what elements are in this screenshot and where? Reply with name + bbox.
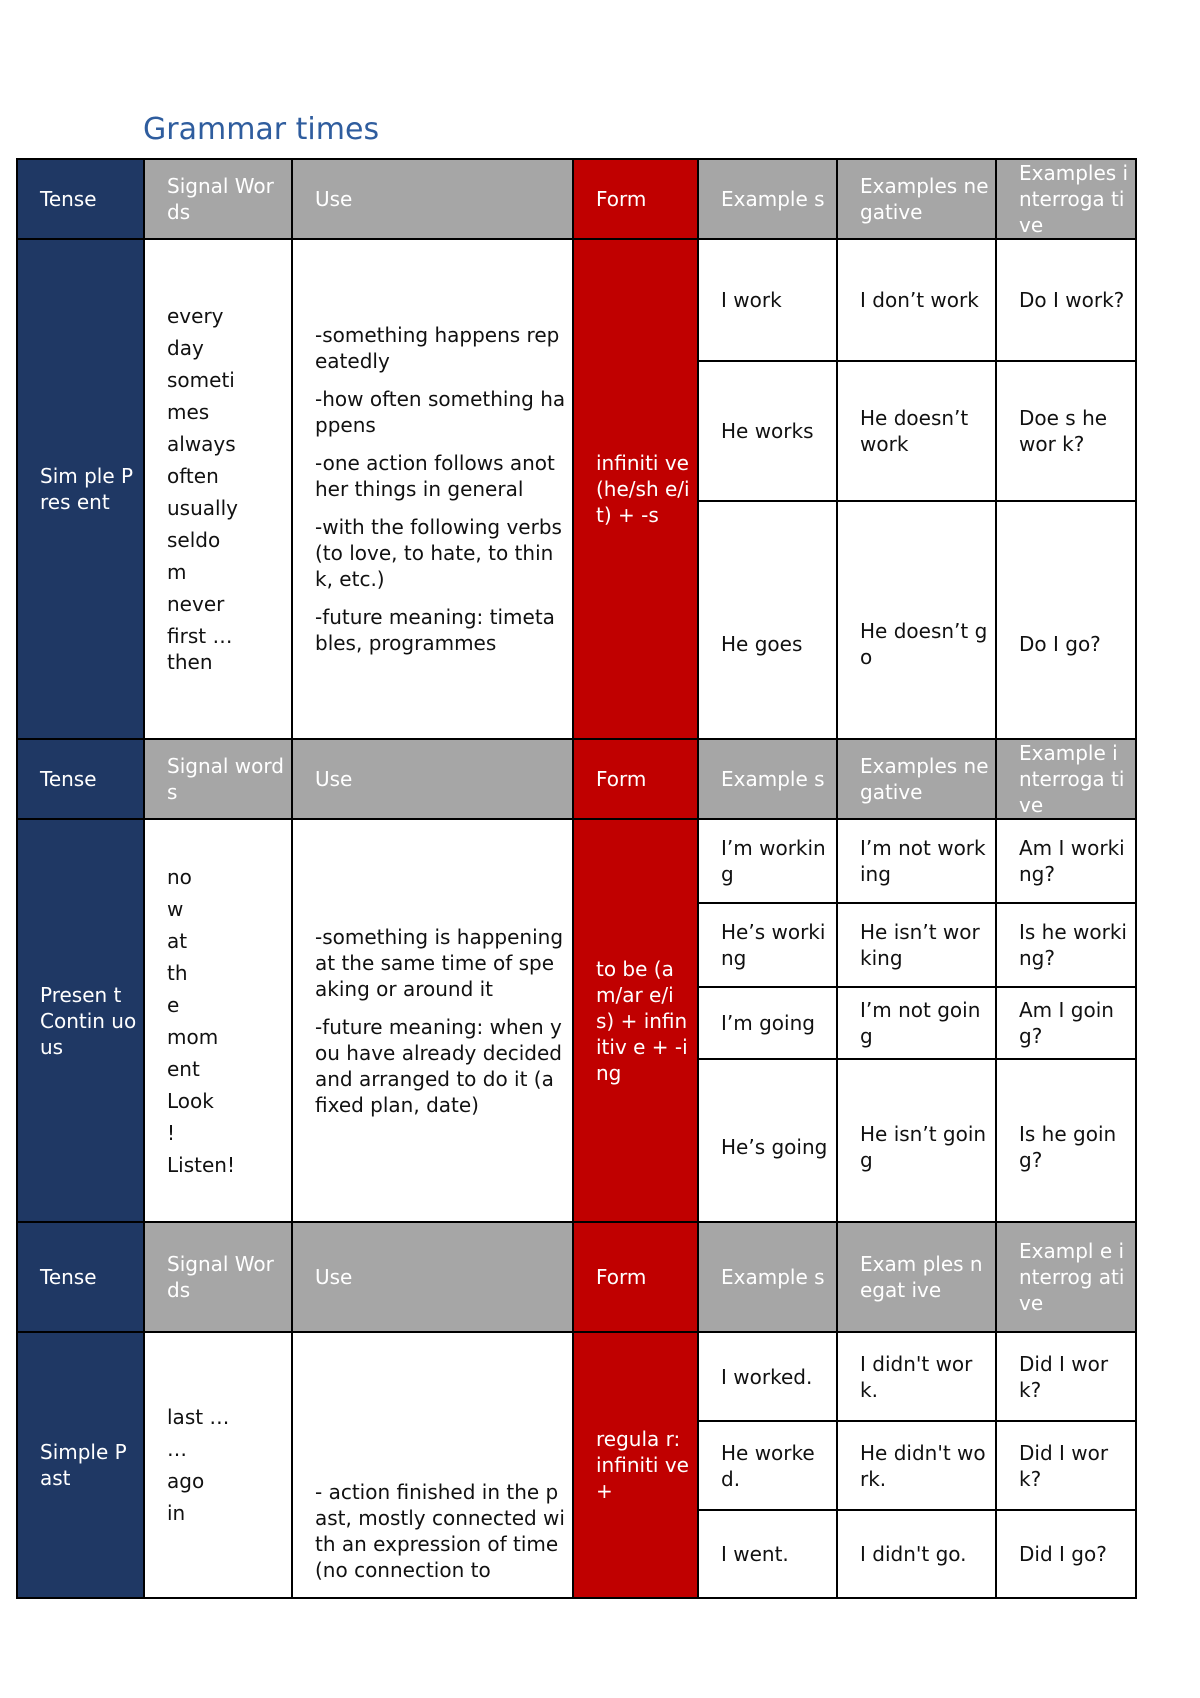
- signal-word: then: [167, 650, 213, 674]
- header-tense: Tense: [17, 159, 144, 239]
- example-cell: He worked.: [698, 1421, 837, 1510]
- signal-word: first …: [167, 624, 233, 648]
- signal-word: mom: [167, 1024, 219, 1049]
- interrogative-example-cell: Did I work?: [996, 1421, 1136, 1510]
- signal-word: !: [167, 1120, 176, 1145]
- table-row: [17, 239, 1136, 361]
- use-cell: [292, 819, 573, 1222]
- signal-word: Look: [167, 1088, 214, 1113]
- example-cell: He works: [698, 361, 837, 501]
- header-signal-words: Signal words: [144, 739, 292, 819]
- use-item: -with the following verbs (to love, to hate, to think, etc.): [315, 515, 562, 591]
- grammar-table: [16, 158, 1137, 1599]
- negative-example-cell: He doesn’t work: [837, 361, 996, 501]
- signal-word: at: [167, 928, 188, 953]
- page-title: Grammar times: [143, 112, 380, 147]
- signal-word: m: [167, 560, 187, 584]
- header-examples-interrogative: Example interroga tive: [996, 739, 1136, 819]
- tense-cell: Presen t Contin uous: [17, 819, 144, 1222]
- header-signal-words: Signal Words: [144, 1222, 292, 1332]
- signal-word: someti: [167, 368, 235, 392]
- negative-example-cell: I didn't work.: [837, 1332, 996, 1421]
- negative-example-cell: He didn't work.: [837, 1421, 996, 1510]
- signal-word: day: [167, 336, 204, 360]
- interrogative-example-cell: Did I go?: [996, 1510, 1136, 1598]
- signal-word: Listen!: [167, 1152, 235, 1177]
- header-use: Use: [292, 739, 573, 819]
- header-examples: Example s: [698, 1222, 837, 1332]
- signal-word: in: [167, 1501, 186, 1525]
- header-signal-words: Signal Words: [144, 159, 292, 239]
- interrogative-example-cell: Do I go?: [996, 501, 1136, 739]
- header-use: Use: [292, 1222, 573, 1332]
- tense-cell: Simple Past: [17, 1332, 144, 1598]
- signal-words-cell: [144, 819, 292, 1222]
- table-row: [17, 1332, 1136, 1421]
- example-cell: He’s going: [698, 1059, 837, 1222]
- interrogative-example-cell: Is he going?: [996, 1059, 1136, 1222]
- use-item: -one action follows another things in general: [315, 451, 555, 501]
- signal-word: th: [167, 960, 188, 985]
- interrogative-example-cell: Am I going?: [996, 987, 1136, 1059]
- negative-example-cell: I’m not going: [837, 987, 996, 1059]
- header-examples-negative: Exam ples negat ive: [837, 1222, 996, 1332]
- signal-words-cell: [144, 1332, 292, 1598]
- header-form: Form: [573, 739, 698, 819]
- example-cell: I work: [698, 239, 837, 361]
- form-cell: infiniti ve (he/sh e/it) + -s: [573, 239, 698, 739]
- signal-word: ago: [167, 1469, 205, 1493]
- signal-word: last …: [167, 1405, 230, 1429]
- example-cell: I worked.: [698, 1332, 837, 1421]
- table-row: [17, 819, 1136, 903]
- signal-word: e: [167, 992, 180, 1017]
- signal-word: every: [167, 304, 224, 328]
- header-form: Form: [573, 1222, 698, 1332]
- interrogative-example-cell: Do I work?: [996, 239, 1136, 361]
- header-row: [17, 1222, 1136, 1332]
- header-row: [17, 739, 1136, 819]
- header-examples-interrogative: Exampl e interrog ative: [996, 1222, 1136, 1332]
- use-item: -future meaning: timetables, programmes: [315, 605, 555, 655]
- signal-words-cell: [144, 239, 292, 739]
- use-cell: [292, 239, 573, 739]
- tense-cell: Sim ple Pres ent: [17, 239, 144, 739]
- interrogative-example-cell: Doe s he wor k?: [996, 361, 1136, 501]
- use-item: -something is happening at the same time of speaking or around it: [315, 924, 564, 1001]
- use-item: -how often something happens: [315, 387, 566, 437]
- header-examples-interrogative: Examples interroga tive: [996, 159, 1136, 239]
- signal-word: mes: [167, 400, 210, 424]
- use-cell: [292, 1332, 573, 1598]
- use-item: -future meaning: when you have already decided and arranged to do it (a fixed plan, date): [315, 1014, 562, 1117]
- signal-word: usually: [167, 496, 238, 520]
- signal-word: w: [167, 896, 184, 921]
- signal-word: …: [167, 1437, 187, 1461]
- example-cell: He goes: [698, 501, 837, 739]
- use-item: - action finished in the past, mostly connected with an expression of time (no connection to: [315, 1480, 565, 1582]
- use-item: -something happens repeatedly: [315, 323, 560, 373]
- negative-example-cell: I didn't go.: [837, 1510, 996, 1598]
- signal-word: seldo: [167, 528, 221, 552]
- signal-word: ent: [167, 1056, 200, 1081]
- header-examples: Example s: [698, 739, 837, 819]
- header-examples-negative: Examples negative: [837, 159, 996, 239]
- header-tense: Tense: [17, 739, 144, 819]
- signal-word: never: [167, 592, 225, 616]
- signal-word: always: [167, 432, 236, 456]
- example-cell: I’m going: [698, 987, 837, 1059]
- example-cell: I’m working: [698, 819, 837, 903]
- header-examples: Example s: [698, 159, 837, 239]
- example-cell: I went.: [698, 1510, 837, 1598]
- header-row: [17, 159, 1136, 239]
- negative-example-cell: I’m not working: [837, 819, 996, 903]
- interrogative-example-cell: Am I worki ng?: [996, 819, 1136, 903]
- form-cell: to be (am/ar e/is) + infinitiv e + -ing: [573, 819, 698, 1222]
- interrogative-example-cell: Did I work?: [996, 1332, 1136, 1421]
- negative-example-cell: He isn’t going: [837, 1059, 996, 1222]
- negative-example-cell: He isn’t working: [837, 903, 996, 987]
- header-form: Form: [573, 159, 698, 239]
- negative-example-cell: He doesn’t go: [837, 501, 996, 739]
- form-cell: regula r: infiniti ve +: [573, 1332, 698, 1598]
- interrogative-example-cell: Is he worki ng?: [996, 903, 1136, 987]
- negative-example-cell: I don’t work: [837, 239, 996, 361]
- signal-word: often: [167, 464, 219, 488]
- example-cell: He’s working: [698, 903, 837, 987]
- header-tense: Tense: [17, 1222, 144, 1332]
- header-use: Use: [292, 159, 573, 239]
- signal-word: no: [167, 864, 192, 889]
- header-examples-negative: Examples negative: [837, 739, 996, 819]
